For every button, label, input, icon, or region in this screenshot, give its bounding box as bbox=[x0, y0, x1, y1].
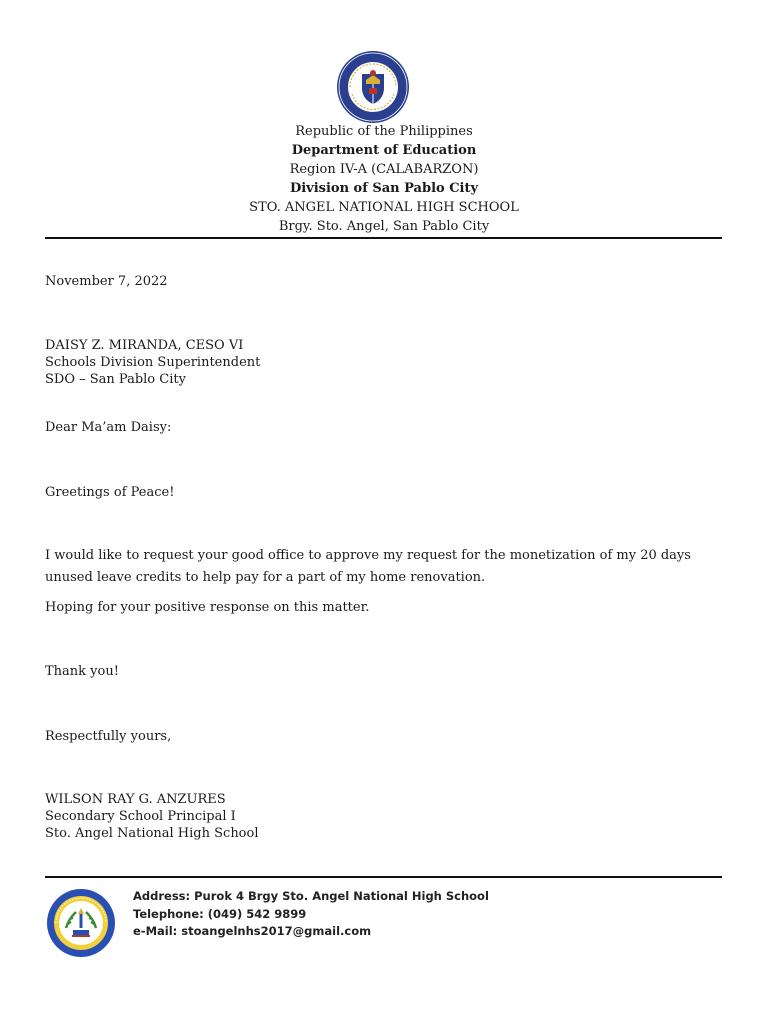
sender-name: WILSON RAY G. ANZURES bbox=[45, 792, 226, 807]
recipient-name: DAISY Z. MIRANDA, CESO VI bbox=[45, 338, 244, 353]
letterhead-school: STO. ANGEL NATIONAL HIGH SCHOOL bbox=[249, 200, 519, 215]
footer-telephone: Telephone: (049) 542 9899 bbox=[133, 906, 307, 921]
body-paragraph-hope: Hoping for your positive response on this matter. bbox=[45, 600, 370, 615]
letterhead-department: Department of Education bbox=[291, 143, 477, 158]
header-divider bbox=[45, 237, 722, 239]
letterhead-address: Brgy. Sto. Angel, San Pablo City bbox=[278, 219, 490, 234]
deped-seal-icon bbox=[336, 50, 410, 124]
letterhead-republic: Republic of the Philippines bbox=[295, 124, 473, 139]
salutation: Dear Ma’am Daisy: bbox=[45, 420, 172, 435]
letterhead-region: Region IV-A (CALABARZON) bbox=[289, 162, 479, 177]
recipient-title: Schools Division Superintendent bbox=[45, 355, 261, 370]
footer-contact bbox=[133, 888, 489, 941]
letter-date: November 7, 2022 bbox=[45, 274, 168, 289]
letterhead-division: Division of San Pablo City bbox=[289, 181, 479, 196]
closing-line: Respectfully yours, bbox=[45, 729, 172, 744]
recipient-office: SDO – San Pablo City bbox=[45, 372, 186, 387]
greeting: Greetings of Peace! bbox=[45, 485, 175, 500]
footer-email: e-Mail: stoangelnhs2017@gmail.com bbox=[133, 924, 372, 938]
thanks-line: Thank you! bbox=[45, 664, 119, 679]
body-paragraph-request: I would like to request your good office to approve my request for the monetization of my 20 days unused leave credits to help pay for a part of my home renovation. bbox=[45, 548, 691, 585]
footer-address: Address: Purok 4 Brgy Sto. Angel National High School bbox=[133, 889, 489, 903]
sender-school: Sto. Angel National High School bbox=[45, 826, 259, 841]
school-logo-icon bbox=[46, 888, 116, 958]
sender-title: Secondary School Principal I bbox=[45, 809, 236, 824]
letterhead bbox=[0, 122, 768, 236]
footer-divider bbox=[45, 876, 722, 878]
